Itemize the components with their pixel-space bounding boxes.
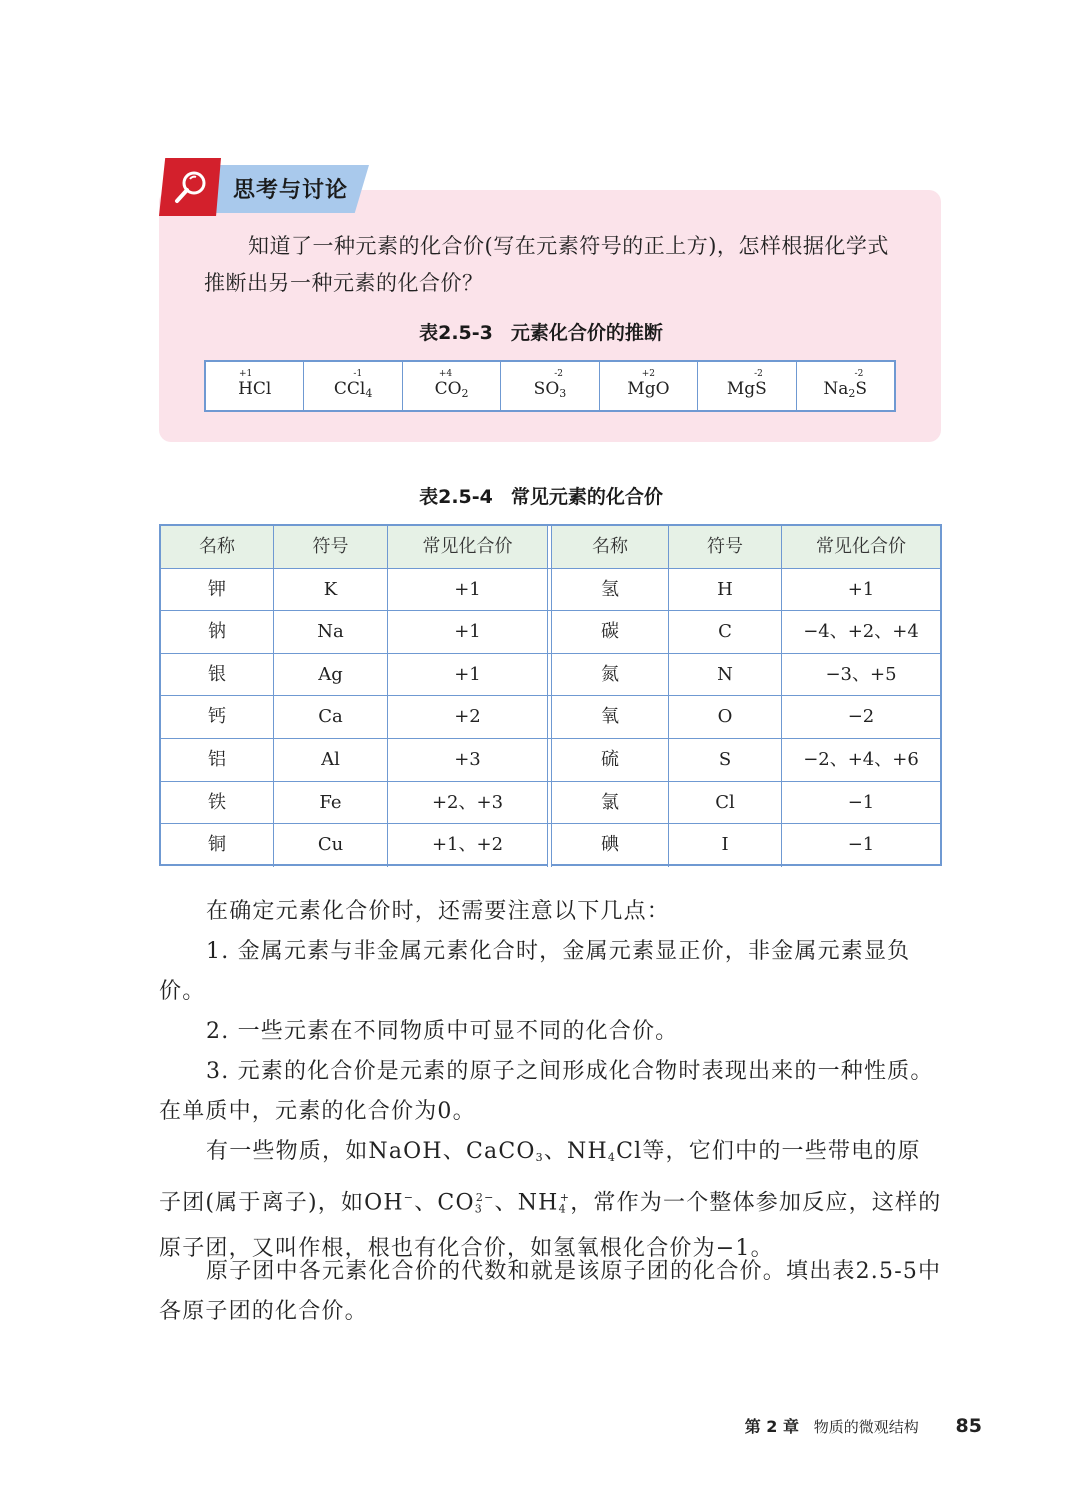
table-cell: 碘 <box>552 824 669 867</box>
formula: $Na_2S$ <box>823 379 868 400</box>
table-cell: +1 <box>454 578 481 600</box>
paragraph: 1. 金属元素与非金属元素化合时，金属元素显正价，非金属元素显负价。 <box>159 939 911 1004</box>
table-cell: +1、+2 <box>431 834 504 856</box>
formula-cell <box>206 362 304 410</box>
table-cell: +3 <box>454 749 481 770</box>
table-cell: Cl <box>669 782 782 824</box>
table-cell: S <box>669 739 782 781</box>
table-cell: 碳 <box>552 611 669 653</box>
table-cell: +2 <box>454 706 481 728</box>
table-2-5-3-caption <box>0 318 1082 345</box>
table-cell: C <box>669 611 782 653</box>
table-cell: +2、+3 <box>431 791 504 813</box>
table-cell: I <box>669 824 782 867</box>
table-2-5-4-caption <box>0 482 1082 509</box>
table-label: 表2.5-4 <box>419 486 493 508</box>
formula-cell <box>600 362 698 410</box>
table-cell: Al <box>274 739 388 781</box>
table-cell: 钠 <box>161 611 274 653</box>
table-row <box>161 654 940 697</box>
table-cell: 银 <box>161 654 274 696</box>
formula: $SO_3$ <box>533 379 567 400</box>
table-divider <box>547 654 552 696</box>
table-cell: −2 <box>847 706 875 728</box>
table-cell: −1 <box>847 791 875 813</box>
table-cell: 铁 <box>161 782 274 824</box>
table-cell: +1 <box>454 621 481 643</box>
table-divider <box>547 526 552 568</box>
table-cell: −4、+2、+4 <box>803 621 919 643</box>
formula-table <box>204 360 896 412</box>
formula: MgO <box>627 379 670 399</box>
table-cell: 氧 <box>552 696 669 738</box>
table-cell: 氯 <box>552 782 669 824</box>
table-cell: 氮 <box>552 654 669 696</box>
table-row <box>161 824 940 867</box>
table-divider <box>547 739 552 781</box>
table-cell: 铜 <box>161 824 274 867</box>
paragraph: 原子团中各元素化合价的代数和就是该原子团的化合价。填出表2.5-5中各原子团的化合价。 <box>159 1259 942 1324</box>
table-cell: N <box>669 654 782 696</box>
formula: CCl$_4$ <box>333 379 373 400</box>
column-header: 名称 <box>552 526 669 568</box>
formula-cell <box>403 362 501 410</box>
magnifier-icon <box>171 167 211 207</box>
formula-cell <box>501 362 599 410</box>
formula-cell <box>304 362 402 410</box>
valence-table <box>159 524 942 866</box>
chapter-number: 第 2 章 <box>744 1417 799 1436</box>
table-cell: O <box>669 696 782 738</box>
table-cell: Ca <box>274 696 388 738</box>
formula: HCl <box>238 379 272 399</box>
table-cell: −2、+4、+6 <box>803 749 919 770</box>
formula: MgS <box>726 379 767 399</box>
valence-mark: -2 <box>854 369 864 379</box>
column-header: 符号 <box>274 526 388 568</box>
page-number: 85 <box>955 1415 982 1437</box>
column-header: 名称 <box>161 526 274 568</box>
paragraph: 在确定元素化合价时，还需要注意以下几点： <box>206 899 671 924</box>
valence-mark: +4 <box>438 369 453 379</box>
table-cell: 钾 <box>161 569 274 611</box>
table-title: 常见元素的化合价 <box>510 486 663 508</box>
table-cell: 钙 <box>161 696 274 738</box>
table-divider <box>547 824 552 867</box>
table-cell: Na <box>274 611 388 653</box>
valence-mark: -1 <box>353 369 363 379</box>
column-header: 常见化合价 <box>422 536 513 557</box>
discussion-question: 知道了一种元素的化合价(写在元素符号的正上方)，怎样根据化学式推断出另一种元素的化合价？ <box>204 234 889 295</box>
discussion-title: 思考与讨论 <box>233 178 349 203</box>
table-title: 元素化合价的推断 <box>510 322 663 344</box>
table-cell: Fe <box>274 782 388 824</box>
column-header: 符号 <box>669 526 782 568</box>
table-cell: 氢 <box>552 569 669 611</box>
table-row <box>161 782 940 825</box>
table-divider <box>547 569 552 611</box>
valence-mark: +2 <box>641 369 655 379</box>
table-divider <box>547 696 552 738</box>
formula-cell <box>797 362 894 410</box>
table-row <box>161 611 940 654</box>
table-cell: +1 <box>847 578 875 600</box>
paragraph: 有一些物质，如NaOH、CaCO$_3$、$NH_4Cl$等，它们中的一些带电的原子团(属于离子)，如OH−、$CO_3^{2-}$、$NH_4^+$，常作为一个整体参加反应，这样的原子团，又叫作根，根也有化合价，如氢氧根化合价为−1。 <box>159 1139 942 1262</box>
table-label: 表2.5-3 <box>419 322 493 344</box>
table-row <box>161 696 940 739</box>
valence-mark: +1 <box>239 369 253 379</box>
formula-cell <box>698 362 796 410</box>
table-cell: Cu <box>274 824 388 867</box>
chapter-title: 物质的微观结构 <box>813 1418 919 1436</box>
table-cell: −3、+5 <box>825 663 897 685</box>
paragraph: 2. 一些元素在不同物质中可显不同的化合价。 <box>206 1019 679 1044</box>
valence-mark: -2 <box>754 369 763 379</box>
column-header: 常见化合价 <box>816 536 906 557</box>
table-cell: H <box>669 569 782 611</box>
valence-mark: -2 <box>554 369 564 379</box>
table-divider <box>547 782 552 824</box>
table-cell: K <box>274 569 388 611</box>
table-cell: +1 <box>454 663 481 685</box>
table-cell: 铝 <box>161 739 274 781</box>
formula: $CO_2$ <box>434 379 469 400</box>
table-cell: 硫 <box>552 739 669 781</box>
page-footer <box>745 1414 982 1437</box>
table-cell: Ag <box>274 654 388 696</box>
table-row <box>161 569 940 612</box>
paragraph: 3. 元素的化合价是元素的原子之间形成化合物时表现出来的一种性质。在单质中，元素的化合价为0。 <box>159 1059 934 1124</box>
table-divider <box>547 611 552 653</box>
table-cell: −1 <box>847 834 875 856</box>
table-header-row <box>161 526 940 569</box>
table-row <box>161 739 940 782</box>
